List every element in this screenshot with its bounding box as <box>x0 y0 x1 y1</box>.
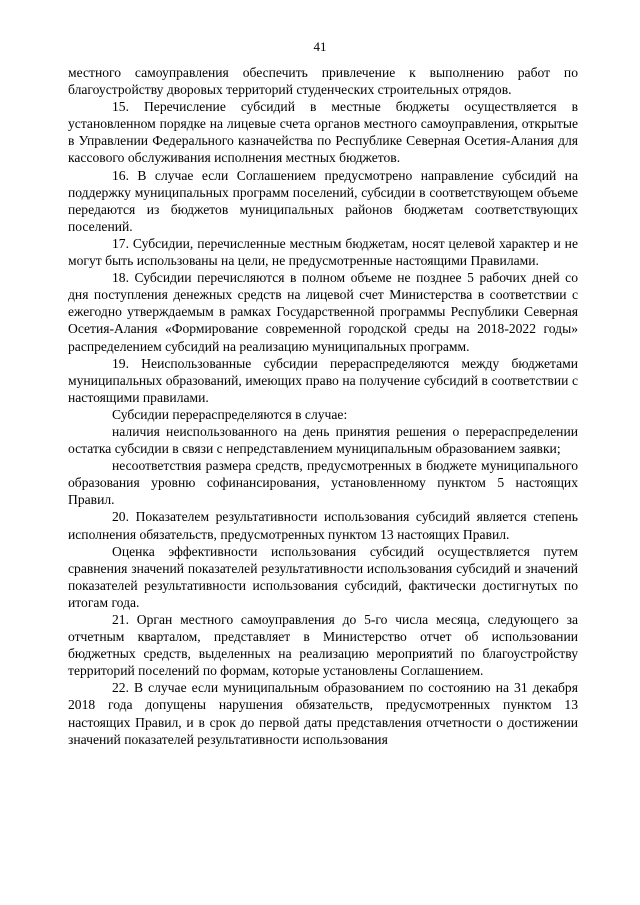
paragraph: 20. Показателем результативности использования субсидий является степень исполнения обязательств, предусмотренных пунктом 13 настоящих Правил. <box>68 509 578 542</box>
paragraph: 17. Субсидии, перечисленные местным бюджетам, носят целевой характер и не могут быть использованы на цели, не предусмотренные настоящими Правилами. <box>68 235 578 269</box>
paragraph: Оценка эффективности использования субсидий осуществляется путем сравнения значений показателей результативности использования субсидий и значений показателей результативности использования субсидий, фактически достигнутых по итогам года. <box>68 543 578 610</box>
paragraph: 18. Субсидии перечисляются в полном объеме не позднее 5 рабочих дней со дня поступления денежных средств на лицевой счет Министерства в соответствии с ежегодно утверждаемым в рамках Государственной программы Республики Северная Осетия-Алания «Формирование современной городской среды на 2018-2022 годы» распределением субсидий на реализацию муниципальных программ. <box>68 270 578 354</box>
paragraph: 16. В случае если Соглашением предусмотрено направление субсидий на поддержку муниципальных программ поселений, субсидии в соответствующем объеме передаются из бюджетов муниципальных районов бюджетам соответствующих поселений. <box>68 167 578 234</box>
paragraph: Субсидии перераспределяются в случае: <box>112 406 348 422</box>
paragraph: 15. Перечисление субсидий в местные бюджеты осуществляется в установленном порядке на лицевые счета органов местного самоуправления, открытые в Управлении Федерального казначейства по Республике Северная Осетия-Алания для кассового обслуживания исполнения местных бюджетов. <box>68 99 578 166</box>
paragraph: местного самоуправления обеспечить привлечение к выполнению работ по благоустройству дворовых территорий студенческих строительных отрядов. <box>68 65 578 98</box>
page-number: 41 <box>313 39 327 54</box>
paragraph: 21. Орган местного самоуправления до 5-го числа месяца, следующего за отчетным кварталом, представляет в Министерство отчет об использовании бюджетных средств, выделенных на реализацию мероприятий по благоустройству территорий поселений по формам, которые установлены Соглашением. <box>68 612 578 679</box>
paragraph: несоответствия размера средств, предусмотренных в бюджете муниципального образования уровню софинансирования, установленному пунктом 5 настоящих Правил. <box>68 458 578 508</box>
document-body <box>68 64 578 748</box>
paragraph: 22. В случае если муниципальным образованием по состоянию на 31 декабря 2018 года допущены нарушения обязательств, предусмотренных пунктом 13 настоящих Правил, и в срок до первой даты представления отчетности о достижении значений показателей результативности использования <box>68 680 578 747</box>
paragraph: наличия неиспользованного на день принятия решения о перераспределении остатка субсидии в связи с непредставлением муниципальным образованием заявки; <box>68 423 578 457</box>
paragraph: 19. Неиспользованные субсидии перераспределяются между бюджетами муниципальных образований, имеющих право на получение субсидий в соответствии с настоящими правилами. <box>68 355 578 405</box>
